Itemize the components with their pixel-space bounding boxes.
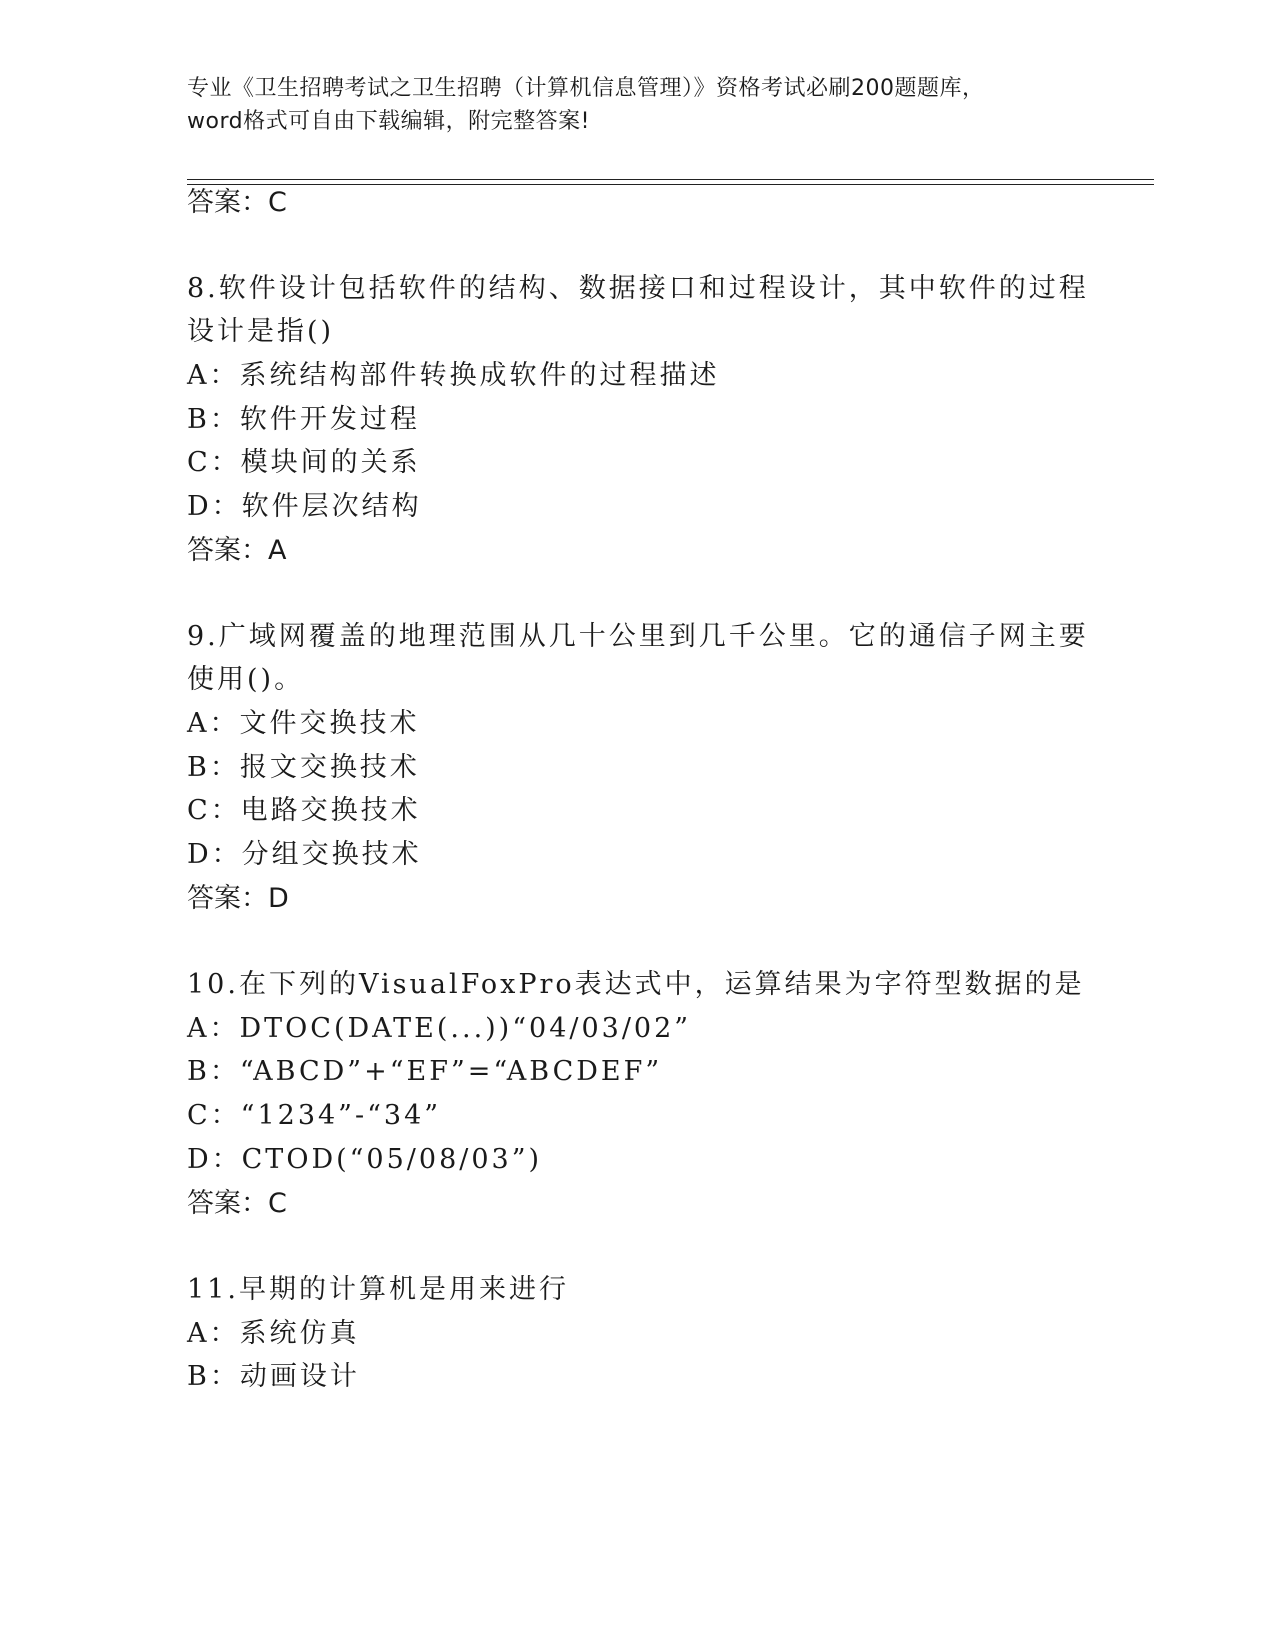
- question-8-option-a: A：系统结构部件转换成软件的过程描述: [187, 360, 720, 391]
- question-8-option-d: D：软件层次结构: [187, 491, 422, 522]
- question-8-option-c: C：模块间的关系: [187, 447, 421, 478]
- question-8-option-b: B：软件开发过程: [187, 404, 420, 435]
- question-8-stem-line-1: 8.软件设计包括软件的结构、数据接口和过程设计，其中软件的过程: [187, 273, 1089, 304]
- answer-q8: 答案：A: [187, 535, 287, 566]
- question-11-stem-line-1: 11.早期的计算机是用来进行: [187, 1274, 569, 1305]
- question-10-option-b: B：“ABCD”+“EF”=“ABCDEF”: [187, 1056, 663, 1087]
- question-9-stem-line-2: 使用()。: [187, 664, 305, 695]
- header-line-2: word格式可自由下载编辑，附完整答案!: [187, 109, 590, 134]
- header-divider: [187, 179, 1154, 185]
- question-9-option-b: B：报文交换技术: [187, 752, 420, 783]
- answer-q10: 答案：C: [187, 1188, 287, 1219]
- question-9-option-d: D：分组交换技术: [187, 839, 422, 870]
- question-10-stem-line-1: 10.在下列的VisualFoxPro表达式中，运算结果为字符型数据的是: [187, 969, 1085, 1000]
- answer-q9: 答案：D: [187, 883, 289, 914]
- question-9-option-c: C：电路交换技术: [187, 795, 421, 826]
- question-9-option-a: A：文件交换技术: [187, 708, 420, 739]
- question-10-option-d: D：CTOD(“05/08/03”): [187, 1144, 543, 1175]
- answer-q7: 答案：C: [187, 187, 287, 218]
- question-10-option-c: C：“1234”-“34”: [187, 1100, 442, 1131]
- question-11-option-b: B：动画设计: [187, 1361, 360, 1392]
- document-header: [187, 72, 1087, 138]
- question-10-option-a: A：DTOC(DATE(...))“04/03/02”: [187, 1013, 692, 1044]
- question-11-option-a: A：系统仿真: [187, 1318, 360, 1349]
- question-9-stem-line-1: 9.广域网覆盖的地理范围从几十公里到几千公里。它的通信子网主要: [187, 621, 1089, 652]
- question-8-stem-line-2: 设计是指(): [187, 316, 335, 347]
- header-line-1: 专业《卫生招聘考试之卫生招聘（计算机信息管理）》资格考试必刷200题题库，: [187, 76, 985, 101]
